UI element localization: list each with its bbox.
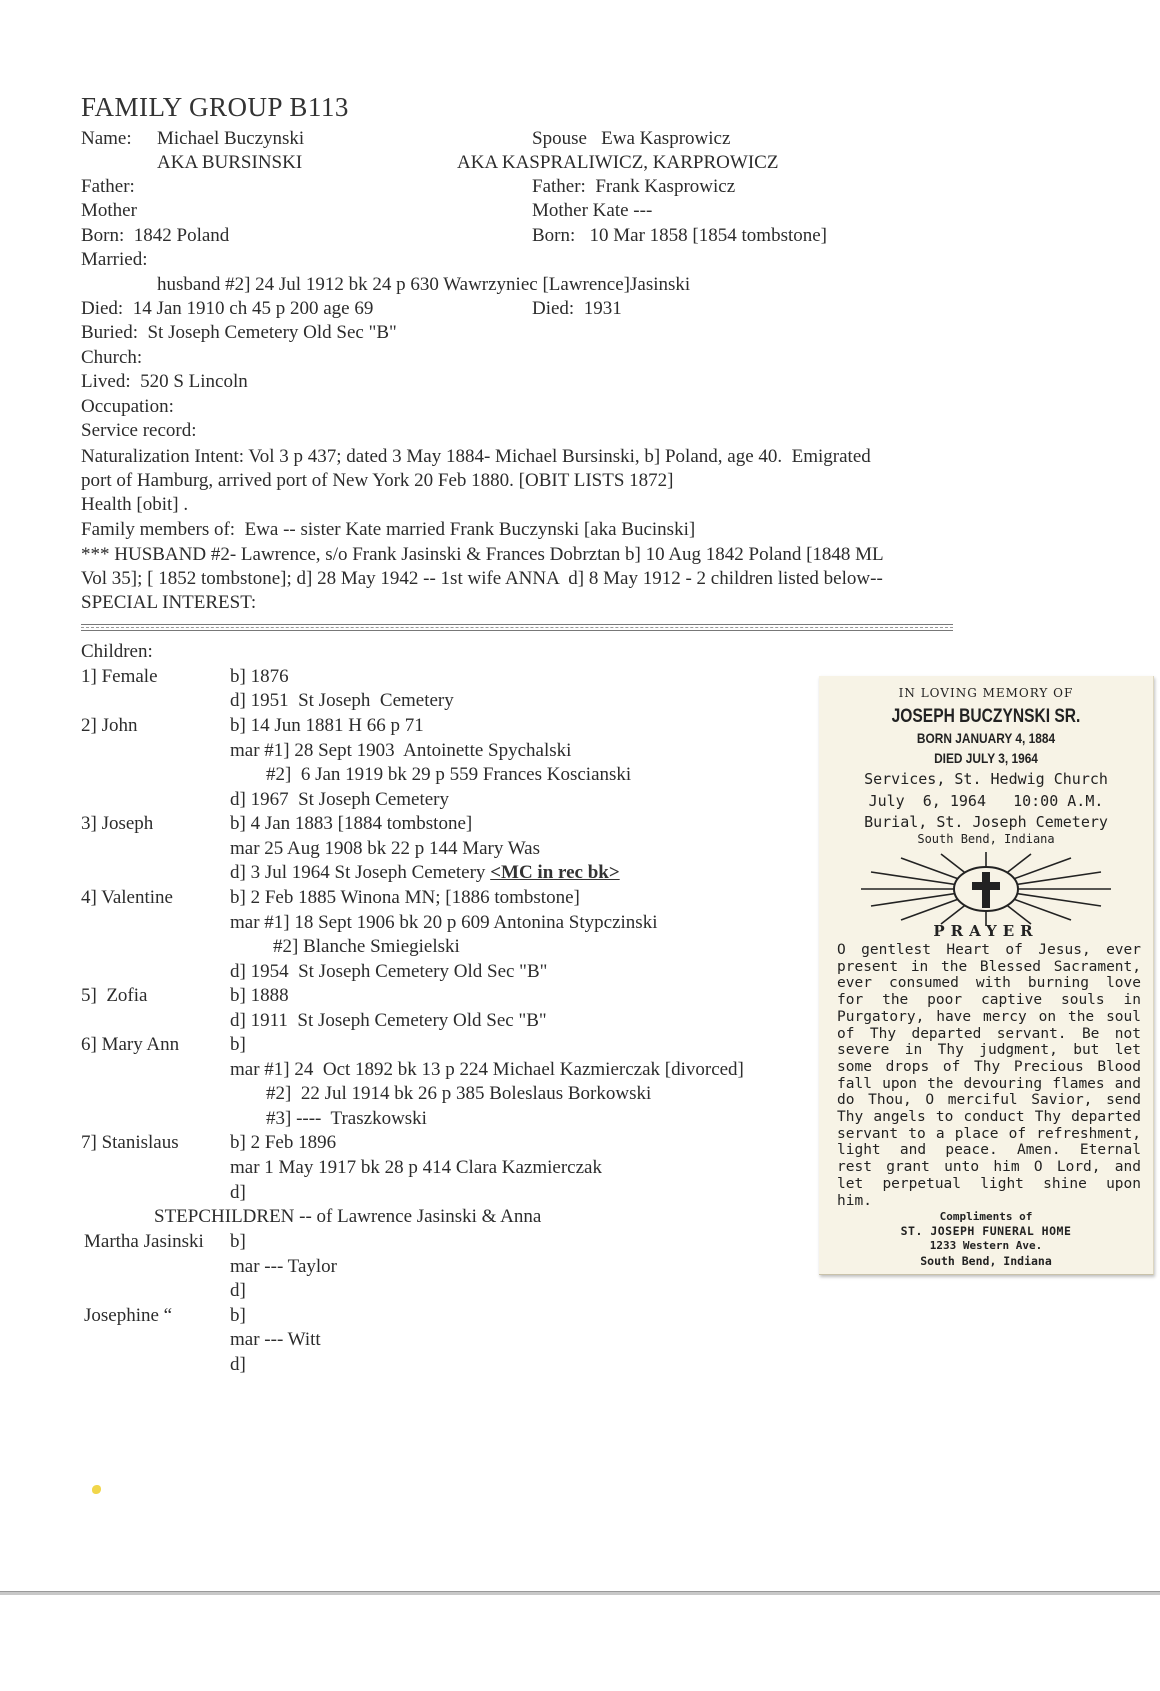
child-detail: mar #1] 28 Sept 1903 Antoinette Spychalski — [230, 740, 572, 761]
child-name: 7] Stanislaus — [81, 1132, 179, 1153]
card-services: Services, St. Hedwig Church — [864, 770, 1108, 788]
child-detail — [230, 862, 620, 884]
card-burial-place: South Bend, Indiana — [917, 832, 1055, 846]
child-detail: d] 1954 St Joseph Cemetery Old Sec "B" — [230, 961, 548, 982]
lived: Lived: 520 S Lincoln — [81, 371, 248, 392]
spouse-born: Born: 10 Mar 1858 [1854 tombstone] — [532, 225, 828, 246]
child-name: 4] Valentine — [81, 887, 173, 908]
child-detail: mar 25 Aug 1908 bk 22 p 144 Mary Was — [230, 838, 541, 859]
child-detail-text: d] 3 Jul 1964 St Joseph Cemetery — [230, 862, 491, 883]
child-detail: #2] 22 Jul 1914 bk 26 p 385 Boleslaus Borkowski — [266, 1083, 652, 1104]
child-name: 1] Female — [81, 666, 158, 687]
church-label: Church: — [81, 347, 143, 368]
naturalization-line-1: Naturalization Intent: Vol 3 p 437; dated 3 May 1884- Michael Bursinski, b] Poland, age 40. Emigrated — [81, 446, 871, 467]
spouse-died: Died: 1931 — [532, 298, 622, 319]
husband-died: Died: 14 Jan 1910 ch 45 p 200 age 69 — [81, 298, 374, 319]
memorial-prayer-card — [819, 676, 1154, 1275]
child-name: 2] John — [81, 715, 138, 736]
child-detail: #2] 6 Jan 1919 bk 29 p 559 Frances Koscianski — [266, 764, 632, 785]
spouse-aka: AKA KASPRALIWICZ, KARPROWICZ — [457, 152, 779, 173]
special-interest-label: SPECIAL INTEREST: — [81, 592, 257, 613]
married-label: Married: — [81, 249, 148, 270]
stepchild-detail: d] — [230, 1280, 246, 1301]
husband-born: Born: 1842 Poland — [81, 225, 230, 246]
card-born: BORN JANUARY 4, 1884 — [916, 730, 1056, 746]
husband-name: Michael Buczynski — [157, 128, 305, 149]
card-compliments: Compliments of — [939, 1210, 1033, 1223]
stepchild-detail: d] — [230, 1354, 246, 1375]
child-detail: d] 1911 St Joseph Cemetery Old Sec "B" — [230, 1010, 547, 1031]
page-bottom-edge — [0, 1591, 1160, 1595]
child-detail: b] 2 Feb 1885 Winona MN; [1886 tombstone] — [230, 887, 580, 908]
family-members: Family members of: Ewa -- sister Kate married Frank Buczynski [aka Bucinski] — [81, 519, 696, 540]
stepchild-detail: b] — [230, 1231, 246, 1252]
child-name: 5] Zofia — [81, 985, 148, 1006]
child-detail: d] 1951 St Joseph Cemetery — [230, 690, 454, 711]
child-detail: d] — [230, 1182, 246, 1203]
child-detail: b] — [230, 1034, 246, 1055]
name-label: Name: — [81, 128, 132, 149]
stepchild-detail: b] — [230, 1305, 246, 1326]
card-deceased-name: JOSEPH BUCZYNSKI SR. — [891, 706, 1081, 727]
second-husband: husband #2] 24 Jul 1912 bk 24 p 630 Wawrzyniec [Lawrence]Jasinski — [157, 274, 691, 295]
card-city: South Bend, Indiana — [920, 1254, 1052, 1268]
section-divider — [81, 624, 953, 631]
occupation-label: Occupation: — [81, 396, 174, 417]
husband2-note-line-1: *** HUSBAND #2- Lawrence, s/o Frank Jasinski & Frances Dobrztan b] 10 Aug 1842 Poland [1848 ML — [81, 544, 884, 565]
card-funeral-home: ST. JOSEPH FUNERAL HOME — [900, 1224, 1072, 1238]
children-label: Children: — [81, 641, 153, 662]
husband-father: Father: — [81, 176, 135, 197]
naturalization-line-2: port of Hamburg, arrived port of New York 20 Feb 1880. [OBIT LISTS 1872] — [81, 470, 674, 491]
card-memory-heading: IN LOVING MEMORY OF — [898, 686, 1074, 700]
card-burial: Burial, St. Joseph Cemetery — [864, 813, 1108, 831]
child-detail: b] 2 Feb 1896 — [230, 1132, 337, 1153]
stepchild-detail: mar --- Taylor — [230, 1256, 337, 1277]
child-detail: b] 4 Jan 1883 [1884 tombstone] — [230, 813, 473, 834]
stepchildren-label: STEPCHILDREN -- of Lawrence Jasinski & Anna — [154, 1206, 542, 1227]
page-title: FAMILY GROUP B113 — [81, 92, 349, 122]
child-detail: b] 14 Jun 1881 H 66 p 71 — [230, 715, 424, 736]
yellow-mark — [92, 1485, 101, 1494]
child-detail: mar #1] 18 Sept 1906 bk 20 p 609 Antonina Stypczinski — [230, 912, 658, 933]
stepchild-detail: mar --- Witt — [230, 1329, 321, 1350]
spouse-father: Father: Frank Kasprowicz — [532, 176, 736, 197]
card-died: DIED JULY 3, 1964 — [934, 750, 1038, 766]
spouse-mother: Mother Kate --- — [532, 200, 653, 221]
service-record-label: Service record: — [81, 420, 197, 441]
child-name: 6] Mary Ann — [81, 1034, 180, 1055]
card-prayer-text: O gentlest Heart of Jesus, ever present in the Blessed Sacrament, ever consumed with burning love for the poor captive souls in Purgatory, have mercy on the soul of Thy departed servant. Be not severe in Thy judgment, but let some drops of Thy Precious Blood fall upon the devouring flames and do Thou, O merciful Savior, send Thy angels to conduct Thy departed servant to a place of refreshment, light and peace. Amen. Eternal rest grant unto him O Lord, and let perpetual light shine upon him. — [837, 942, 1141, 1209]
spouse-name: Spouse Ewa Kasprowicz — [532, 128, 731, 149]
child-detail: d] 1967 St Joseph Cemetery — [230, 789, 450, 810]
child-detail: mar #1] 24 Oct 1892 bk 13 p 224 Michael Kazmierczak [divorced] — [230, 1059, 744, 1080]
child-name: 3] Joseph — [81, 813, 154, 834]
husband-mother: Mother — [81, 200, 137, 221]
husband-buried: Buried: St Joseph Cemetery Old Sec "B" — [81, 322, 397, 343]
card-service-date: July 6, 1964 10:00 A.M. — [868, 792, 1104, 810]
card-prayer-heading: PRAYER — [933, 922, 1039, 940]
child-detail: b] 1876 — [230, 666, 289, 687]
record-book-link[interactable]: <MC in rec bk> — [490, 862, 620, 883]
stepchild-name: Josephine “ — [84, 1305, 173, 1326]
child-detail: b] 1888 — [230, 985, 289, 1006]
radiant-cross-icon — [861, 852, 1111, 926]
child-detail: #2] Blanche Smiegielski — [273, 936, 460, 957]
health: Health [obit] . — [81, 494, 189, 515]
husband2-note-line-2: Vol 35]; [ 1852 tombstone]; d] 28 May 1942 -- 1st wife ANNA d] 8 May 1912 - 2 children listed below-- — [81, 568, 883, 589]
husband-aka: AKA BURSINSKI — [157, 152, 303, 173]
stepchild-name: Martha Jasinski — [84, 1231, 204, 1252]
card-address: 1233 Western Ave. — [929, 1239, 1043, 1252]
child-detail: #3] ---- Traszkowski — [266, 1108, 427, 1129]
child-detail: mar 1 May 1917 bk 28 p 414 Clara Kazmierczak — [230, 1157, 602, 1178]
